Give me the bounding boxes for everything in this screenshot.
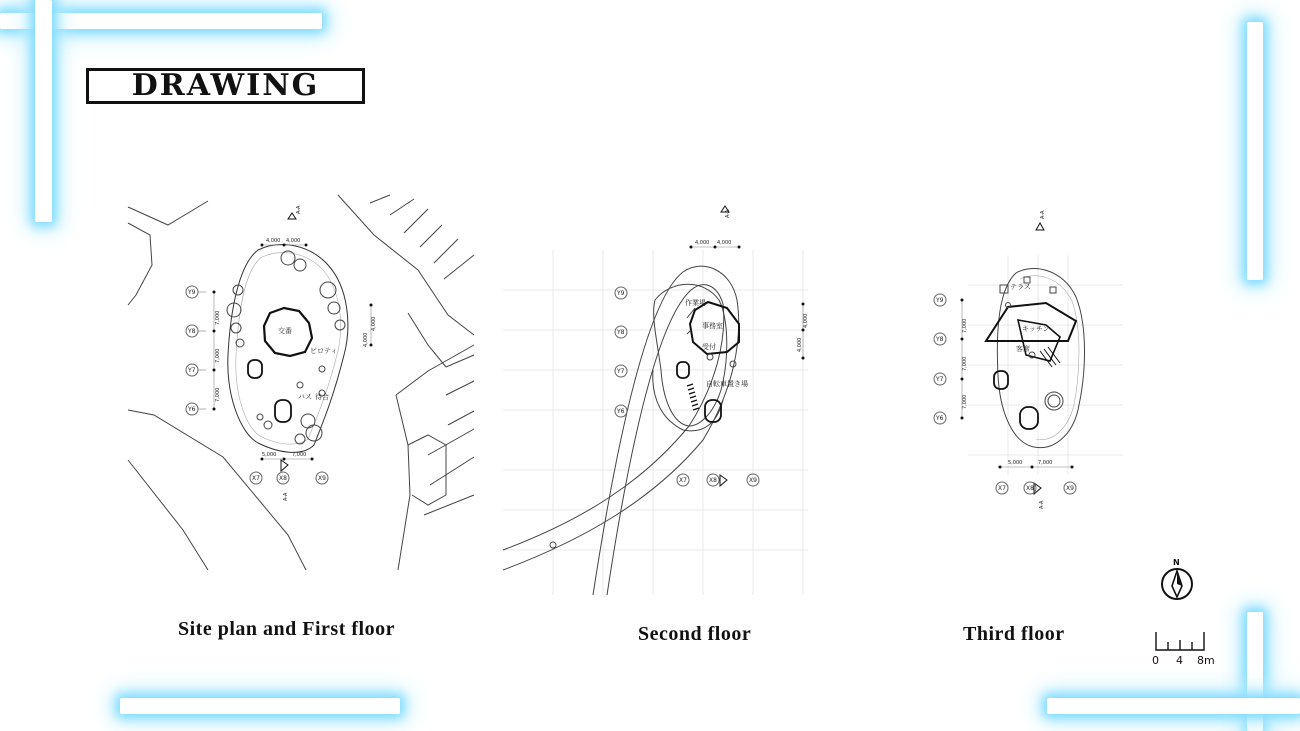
room-piloti-label: ピロティ (310, 347, 338, 355)
glow-bar-bottom-left-horizontal (120, 698, 400, 714)
axis-y6: Y6 (188, 406, 196, 413)
scale-label-4: 4 (1176, 654, 1183, 667)
title-box (86, 68, 365, 104)
axis-y8: Y8 (188, 328, 196, 335)
dim-right-2: 4,000 (797, 337, 803, 352)
glow-bar-top-right-vertical (1247, 22, 1263, 280)
axis-x8: X8 (709, 477, 717, 484)
dim-bottom-2: 7,000 (292, 452, 307, 458)
axis-y9: Y9 (936, 297, 944, 304)
axis-x7: X7 (252, 475, 260, 482)
axis-y6: Y6 (936, 415, 944, 422)
room-koban-label: 交番 (278, 327, 292, 335)
compass-north-label: N (1173, 558, 1180, 567)
room-terrace-label: テラス (1010, 283, 1031, 291)
room-workshop-label: 作業場 (685, 299, 706, 307)
axis-y9: Y9 (188, 289, 196, 296)
caption-site-plan-first-floor: Site plan and First floor (178, 618, 395, 640)
second-floor-plan (503, 200, 808, 595)
dim-right-1: 4,000 (371, 316, 377, 331)
dim-side-2: 7,000 (215, 348, 221, 363)
dim-bottom-1: 5,000 (1008, 460, 1023, 466)
axis-x7: X7 (998, 485, 1006, 492)
axis-y9: Y9 (617, 290, 625, 297)
scale-label-0: 0 (1152, 654, 1159, 667)
room-guest-seats-label: 客席 (1016, 345, 1030, 353)
axis-x9: X9 (318, 475, 326, 482)
dim-top-2: 4,000 (717, 240, 732, 246)
room-kitchen-label: キッチン (1022, 325, 1050, 333)
dim-right-2: 4,000 (363, 332, 369, 347)
section-mark-bottom-label: A-A (1039, 500, 1045, 509)
scale-bar (1152, 628, 1208, 654)
room-waiting-label: 待合 (315, 393, 329, 401)
dim-bottom-1: 5,000 (262, 452, 277, 458)
axis-y7: Y7 (188, 367, 196, 374)
scale-label-8m: 8m (1197, 654, 1215, 667)
dim-top-1: 4,000 (266, 238, 281, 244)
dim-top-1: 4,000 (695, 240, 710, 246)
axis-x8: X8 (279, 475, 287, 482)
caption-third-floor: Third floor (963, 623, 1065, 645)
north-compass-icon (1158, 555, 1196, 603)
room-bicycle-parking-label: 自転車置き場 (706, 380, 748, 388)
axis-x8: X8 (1026, 485, 1034, 492)
axis-y8: Y8 (936, 336, 944, 343)
axis-y6: Y6 (617, 408, 625, 415)
dim-right-1: 4,000 (803, 313, 809, 328)
glow-bar-top-left-vertical (35, 0, 52, 222)
dim-side-3: 7,000 (962, 394, 968, 409)
section-mark-label: A-A (1040, 210, 1046, 219)
third-floor-plan (928, 205, 1128, 510)
caption-second-floor: Second floor (638, 623, 752, 645)
dim-bottom-2: 7,000 (1038, 460, 1053, 466)
page-title: DRAWING (131, 68, 320, 103)
dim-side-1: 7,000 (215, 310, 221, 325)
site-plan-first-floor (128, 195, 474, 570)
axis-y8: Y8 (617, 329, 625, 336)
axis-y7: Y7 (936, 376, 944, 383)
dim-top-2: 4,000 (286, 238, 301, 244)
axis-x9: X9 (1066, 485, 1074, 492)
section-mark-label: A-A (296, 205, 302, 214)
dim-side-2: 7,000 (962, 356, 968, 371)
dim-side-1: 7,000 (962, 318, 968, 333)
axis-x9: X9 (749, 477, 757, 484)
axis-y7: Y7 (617, 368, 625, 375)
glow-bar-bottom-right-horizontal (1047, 698, 1300, 714)
axis-x7: X7 (679, 477, 687, 484)
room-reception-label: 受付 (702, 343, 716, 351)
section-mark-bottom-label: A-A (283, 492, 289, 501)
room-office-label: 事務室 (702, 322, 723, 330)
dim-side-3: 7,000 (215, 387, 221, 402)
room-bus-label: バス (298, 393, 312, 401)
section-mark-label: A-A (725, 209, 731, 218)
